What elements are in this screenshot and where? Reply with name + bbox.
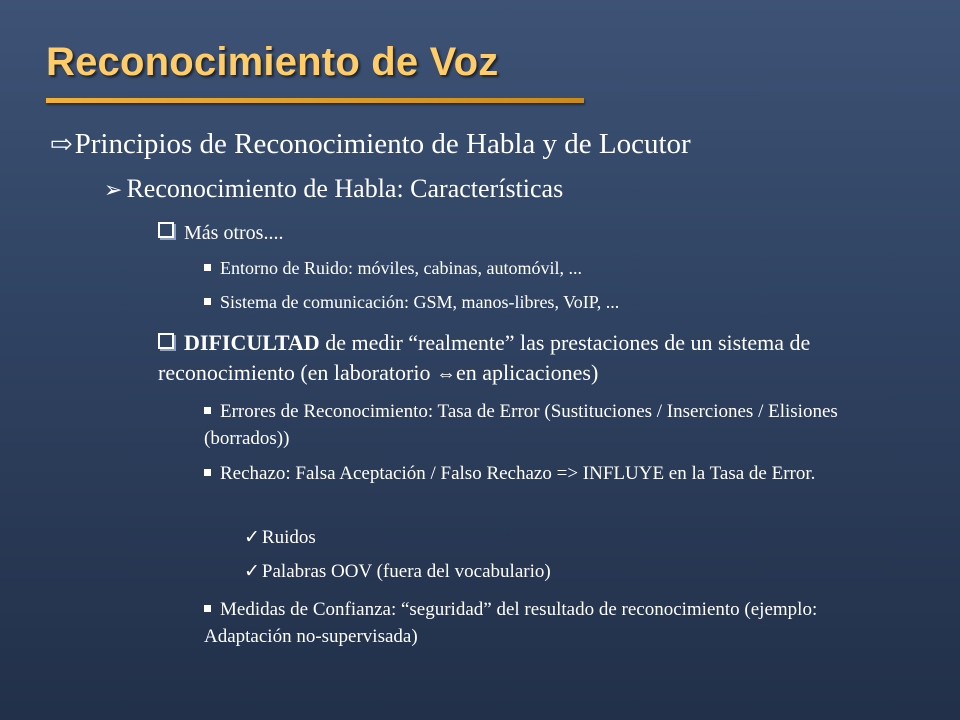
q-dificultad	[158, 328, 908, 389]
bullet-principios	[50, 128, 691, 161]
sub-item-medidas-text: Medidas de Confianza: “seguridad” del resultado de reconocimiento (ejemplo: Adaptación no-supervisada)	[204, 599, 818, 647]
hollow-square-icon	[158, 222, 174, 238]
sub-item-errores	[204, 398, 904, 452]
outline-right-arrow-icon: ⇨	[50, 129, 73, 159]
small-square-icon	[204, 469, 211, 476]
sub-item-entorno	[204, 258, 582, 279]
sub-item-rechazo	[204, 460, 904, 487]
q-mas-otros	[158, 222, 283, 245]
sub-item-rechazo-text: Rechazo: Falsa Aceptación / Falso Rechazo => INFLUYE en la Tasa de Error.	[220, 463, 816, 484]
slide-title: Reconocimiento de Voz	[46, 40, 499, 84]
hollow-square-icon	[158, 333, 174, 349]
check-palabras-oov	[244, 560, 551, 583]
checkmark-icon: ✓	[244, 527, 260, 548]
title-underline	[46, 98, 584, 103]
left-right-arrow-icon: ⇔	[435, 363, 456, 385]
check-ruidos	[244, 526, 316, 549]
check-palabras-oov-text: Palabras OOV (fuera del vocabulario)	[261, 561, 551, 582]
small-square-icon	[204, 264, 211, 271]
sub-item-sistema-text: Sistema de comunicación: GSM, manos-libres, VoIP, ...	[220, 292, 620, 312]
bullet-principios-text: Principios de Reconocimiento de Habla y de Locutor	[74, 128, 691, 160]
sub-item-medidas	[204, 596, 904, 650]
check-ruidos-text: Ruidos	[261, 527, 316, 548]
sub-item-entorno-text: Entorno de Ruido: móviles, cabinas, automóvil, ...	[220, 258, 582, 278]
q-dificultad-text-a: de medir “realmente” las prestaciones de un sistema de reconocimiento (en laboratorio	[158, 330, 811, 385]
sub-item-sistema	[204, 292, 619, 313]
sub-item-errores-text: Errores de Reconocimiento: Tasa de Error (Sustituciones / Inserciones / Elisiones (borrados))	[204, 401, 838, 449]
checkmark-icon: ✓	[244, 561, 260, 582]
small-square-icon	[204, 298, 211, 305]
q-dificultad-bold: DIFICULTAD	[184, 330, 320, 355]
right-triangle-icon: ➢	[104, 177, 123, 202]
small-square-icon	[204, 605, 211, 612]
small-square-icon	[204, 407, 211, 414]
bullet-reconocimiento-habla-text: Reconocimiento de Habla: Características	[126, 174, 564, 203]
q-mas-otros-text: Más otros....	[184, 222, 284, 244]
q-dificultad-text-b: en aplicaciones)	[455, 360, 599, 385]
bullet-reconocimiento-habla	[104, 174, 563, 204]
